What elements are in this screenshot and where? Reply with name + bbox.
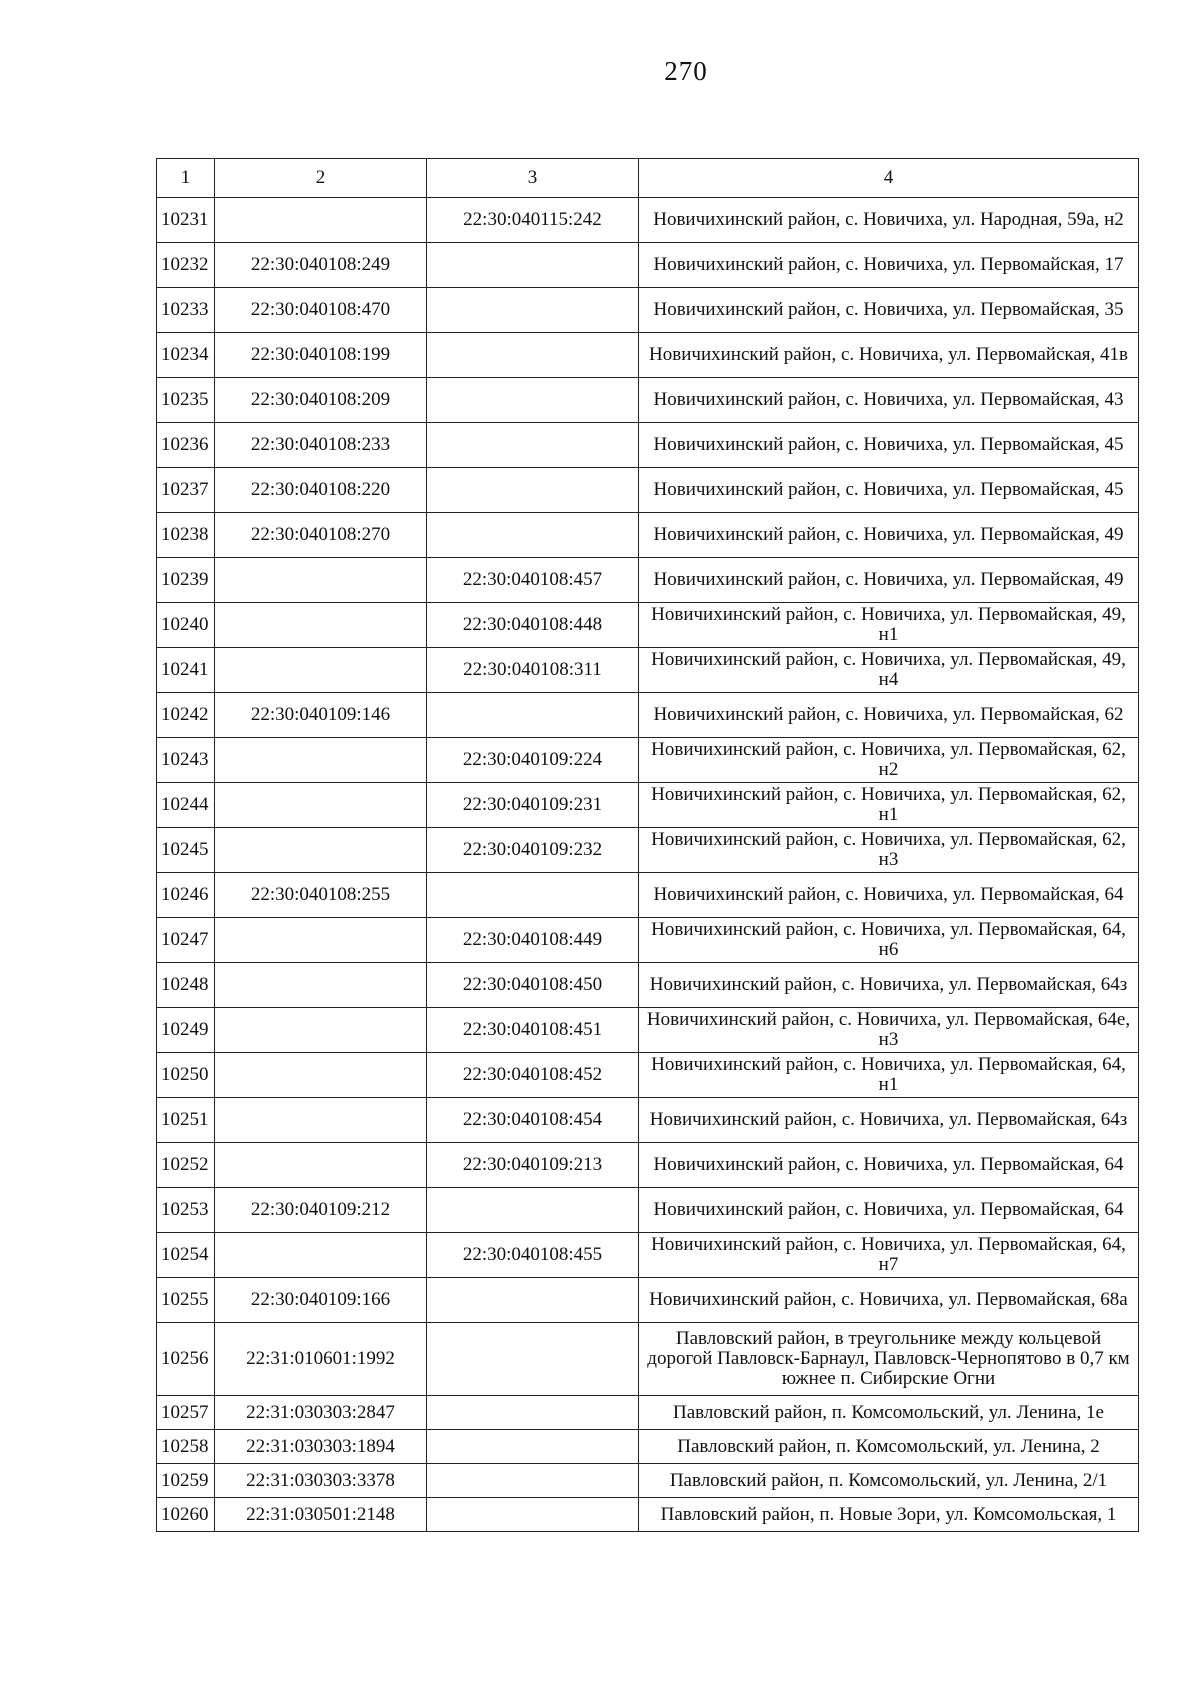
address-cell: Новичихинский район, с. Новичиха, ул. Первомайская, 62, н1 [639, 783, 1139, 828]
row-number: 10247 [157, 918, 215, 963]
row-number: 10238 [157, 513, 215, 558]
cadastral-number-building [427, 1323, 639, 1396]
cadastral-number-land [215, 603, 427, 648]
cadastral-number-land: 22:31:030303:2847 [215, 1396, 427, 1430]
address-cell: Павловский район, п. Комсомольский, ул. Ленина, 1е [639, 1396, 1139, 1430]
address-cell: Новичихинский район, с. Новичиха, ул. Первомайская, 45 [639, 423, 1139, 468]
column-header-4: 4 [639, 159, 1139, 198]
cadastral-number-land [215, 1143, 427, 1188]
cadastral-number-land: 22:30:040109:166 [215, 1278, 427, 1323]
address-cell: Павловский район, п. Новые Зори, ул. Комсомольская, 1 [639, 1498, 1139, 1532]
table-row [157, 558, 1139, 603]
table-row [157, 1430, 1139, 1464]
address-cell: Новичихинский район, с. Новичиха, ул. Первомайская, 43 [639, 378, 1139, 423]
row-number: 10254 [157, 1233, 215, 1278]
table-row [157, 1053, 1139, 1098]
cadastral-number-land [215, 198, 427, 243]
address-cell: Павловский район, в треугольнике между кольцевой дорогой Павловск-Барнаул, Павловск-Чернопятово в 0,7 км южнее п. Сибирские Огни [639, 1323, 1139, 1396]
table-row [157, 378, 1139, 423]
row-number: 10237 [157, 468, 215, 513]
cadastral-number-building [427, 693, 639, 738]
cadastral-number-building: 22:30:040108:455 [427, 1233, 639, 1278]
table-row [157, 1098, 1139, 1143]
table-row [157, 1498, 1139, 1532]
cadastral-number-building [427, 513, 639, 558]
row-number: 10249 [157, 1008, 215, 1053]
table-row [157, 963, 1139, 1008]
row-number: 10245 [157, 828, 215, 873]
row-number: 10251 [157, 1098, 215, 1143]
cadastral-number-building [427, 1464, 639, 1498]
address-cell: Новичихинский район, с. Новичиха, ул. Первомайская, 62, н2 [639, 738, 1139, 783]
cadastral-number-land [215, 648, 427, 693]
page-number: 270 [664, 56, 708, 86]
cadastral-number-land: 22:30:040109:212 [215, 1188, 427, 1233]
address-cell: Новичихинский район, с. Новичиха, ул. Первомайская, 49 [639, 513, 1139, 558]
address-cell: Новичихинский район, с. Новичиха, ул. Первомайская, 62 [639, 693, 1139, 738]
table-row [157, 513, 1139, 558]
address-cell: Новичихинский район, с. Новичиха, ул. Первомайская, 64, н6 [639, 918, 1139, 963]
cadastral-number-land: 22:30:040108:233 [215, 423, 427, 468]
cadastral-number-land [215, 738, 427, 783]
row-number: 10236 [157, 423, 215, 468]
cadastral-number-building [427, 468, 639, 513]
column-header-3: 3 [427, 159, 639, 198]
table-row [157, 783, 1139, 828]
cadastral-number-land [215, 558, 427, 603]
cadastral-number-building [427, 333, 639, 378]
row-number: 10248 [157, 963, 215, 1008]
row-number: 10250 [157, 1053, 215, 1098]
address-cell: Павловский район, п. Комсомольский, ул. Ленина, 2/1 [639, 1464, 1139, 1498]
row-number: 10260 [157, 1498, 215, 1532]
row-number: 10241 [157, 648, 215, 693]
cadastral-number-land: 22:30:040108:249 [215, 243, 427, 288]
table-row [157, 828, 1139, 873]
cadastral-number-land: 22:30:040108:470 [215, 288, 427, 333]
cadastral-number-building: 22:30:040108:448 [427, 603, 639, 648]
table-row [157, 468, 1139, 513]
table-row [157, 333, 1139, 378]
address-cell: Новичихинский район, с. Новичиха, ул. Первомайская, 64, н7 [639, 1233, 1139, 1278]
address-cell: Новичихинский район, с. Новичиха, ул. Народная, 59а, н2 [639, 198, 1139, 243]
cadastral-number-building [427, 1188, 639, 1233]
cadastral-number-building [427, 873, 639, 918]
table-row [157, 693, 1139, 738]
cadastral-number-land: 22:31:030303:1894 [215, 1430, 427, 1464]
address-cell: Новичихинский район, с. Новичиха, ул. Первомайская, 64з [639, 1098, 1139, 1143]
cadastral-number-land [215, 963, 427, 1008]
cadastral-number-land: 22:30:040108:220 [215, 468, 427, 513]
cadastral-number-land: 22:31:030303:3378 [215, 1464, 427, 1498]
column-header-2: 2 [215, 159, 427, 198]
cadastral-number-building: 22:30:040108:457 [427, 558, 639, 603]
table-row [157, 1278, 1139, 1323]
cadastral-number-building: 22:30:040108:451 [427, 1008, 639, 1053]
cadastral-number-building [427, 378, 639, 423]
table-row [157, 738, 1139, 783]
address-cell: Новичихинский район, с. Новичиха, ул. Первомайская, 64з [639, 963, 1139, 1008]
row-number: 10240 [157, 603, 215, 648]
row-number: 10256 [157, 1323, 215, 1396]
address-cell: Новичихинский район, с. Новичиха, ул. Первомайская, 41в [639, 333, 1139, 378]
cadastral-number-building: 22:30:040108:449 [427, 918, 639, 963]
row-number: 10257 [157, 1396, 215, 1430]
row-number: 10259 [157, 1464, 215, 1498]
cadastral-number-building: 22:30:040115:242 [427, 198, 639, 243]
column-header-1: 1 [157, 159, 215, 198]
row-number: 10232 [157, 243, 215, 288]
cadastral-number-building [427, 423, 639, 468]
cadastral-number-land: 22:30:040108:199 [215, 333, 427, 378]
address-cell: Павловский район, п. Комсомольский, ул. Ленина, 2 [639, 1430, 1139, 1464]
cadastral-number-land: 22:30:040108:209 [215, 378, 427, 423]
address-cell: Новичихинский район, с. Новичиха, ул. Первомайская, 17 [639, 243, 1139, 288]
cadastral-number-building: 22:30:040108:450 [427, 963, 639, 1008]
address-cell: Новичихинский район, с. Новичиха, ул. Первомайская, 64 [639, 1188, 1139, 1233]
cadastral-number-building: 22:30:040109:232 [427, 828, 639, 873]
table-row [157, 423, 1139, 468]
row-number: 10253 [157, 1188, 215, 1233]
address-cell: Новичихинский район, с. Новичиха, ул. Первомайская, 49, н4 [639, 648, 1139, 693]
table-row [157, 198, 1139, 243]
address-cell: Новичихинский район, с. Новичиха, ул. Первомайская, 45 [639, 468, 1139, 513]
row-number: 10244 [157, 783, 215, 828]
table-row [157, 873, 1139, 918]
cadastral-number-land [215, 918, 427, 963]
row-number: 10233 [157, 288, 215, 333]
address-cell: Новичихинский район, с. Новичиха, ул. Первомайская, 35 [639, 288, 1139, 333]
table-row [157, 1143, 1139, 1188]
cadastral-number-building [427, 1396, 639, 1430]
address-cell: Новичихинский район, с. Новичиха, ул. Первомайская, 64 [639, 873, 1139, 918]
cadastral-number-building [427, 1430, 639, 1464]
table-row [157, 603, 1139, 648]
table-row [157, 243, 1139, 288]
cadastral-number-building [427, 1278, 639, 1323]
cadastral-number-land: 22:30:040109:146 [215, 693, 427, 738]
cadastral-number-land [215, 1233, 427, 1278]
address-cell: Новичихинский район, с. Новичиха, ул. Первомайская, 68а [639, 1278, 1139, 1323]
table-row [157, 1188, 1139, 1233]
cadastral-number-land [215, 1053, 427, 1098]
row-number: 10258 [157, 1430, 215, 1464]
cadastral-number-land [215, 1098, 427, 1143]
cadastral-number-building [427, 1498, 639, 1532]
table-row [157, 1323, 1139, 1396]
table-row [157, 1464, 1139, 1498]
row-number: 10235 [157, 378, 215, 423]
cadastral-number-land: 22:30:040108:270 [215, 513, 427, 558]
table-row [157, 1008, 1139, 1053]
registry-table [156, 158, 1139, 1532]
table-header-row [157, 159, 1139, 198]
table-row [157, 648, 1139, 693]
row-number: 10234 [157, 333, 215, 378]
cadastral-number-building: 22:30:040108:452 [427, 1053, 639, 1098]
cadastral-number-building [427, 288, 639, 333]
cadastral-number-building: 22:30:040109:231 [427, 783, 639, 828]
address-cell: Новичихинский район, с. Новичиха, ул. Первомайская, 64 [639, 1143, 1139, 1188]
address-cell: Новичихинский район, с. Новичиха, ул. Первомайская, 62, н3 [639, 828, 1139, 873]
cadastral-number-building: 22:30:040108:454 [427, 1098, 639, 1143]
row-number: 10255 [157, 1278, 215, 1323]
address-cell: Новичихинский район, с. Новичиха, ул. Первомайская, 49, н1 [639, 603, 1139, 648]
cadastral-number-building: 22:30:040109:213 [427, 1143, 639, 1188]
address-cell: Новичихинский район, с. Новичиха, ул. Первомайская, 64, н1 [639, 1053, 1139, 1098]
row-number: 10243 [157, 738, 215, 783]
cadastral-number-land: 22:31:030501:2148 [215, 1498, 427, 1532]
cadastral-number-land [215, 783, 427, 828]
table-row [157, 1396, 1139, 1430]
table-row [157, 918, 1139, 963]
row-number: 10246 [157, 873, 215, 918]
row-number: 10231 [157, 198, 215, 243]
row-number: 10239 [157, 558, 215, 603]
address-cell: Новичихинский район, с. Новичиха, ул. Первомайская, 64е, н3 [639, 1008, 1139, 1053]
table-row [157, 288, 1139, 333]
cadastral-number-building: 22:30:040109:224 [427, 738, 639, 783]
row-number: 10252 [157, 1143, 215, 1188]
cadastral-number-land [215, 1008, 427, 1053]
table-row [157, 1233, 1139, 1278]
row-number: 10242 [157, 693, 215, 738]
cadastral-number-land [215, 828, 427, 873]
address-cell: Новичихинский район, с. Новичиха, ул. Первомайская, 49 [639, 558, 1139, 603]
cadastral-number-building: 22:30:040108:311 [427, 648, 639, 693]
cadastral-number-land: 22:31:010601:1992 [215, 1323, 427, 1396]
cadastral-number-land: 22:30:040108:255 [215, 873, 427, 918]
cadastral-number-building [427, 243, 639, 288]
